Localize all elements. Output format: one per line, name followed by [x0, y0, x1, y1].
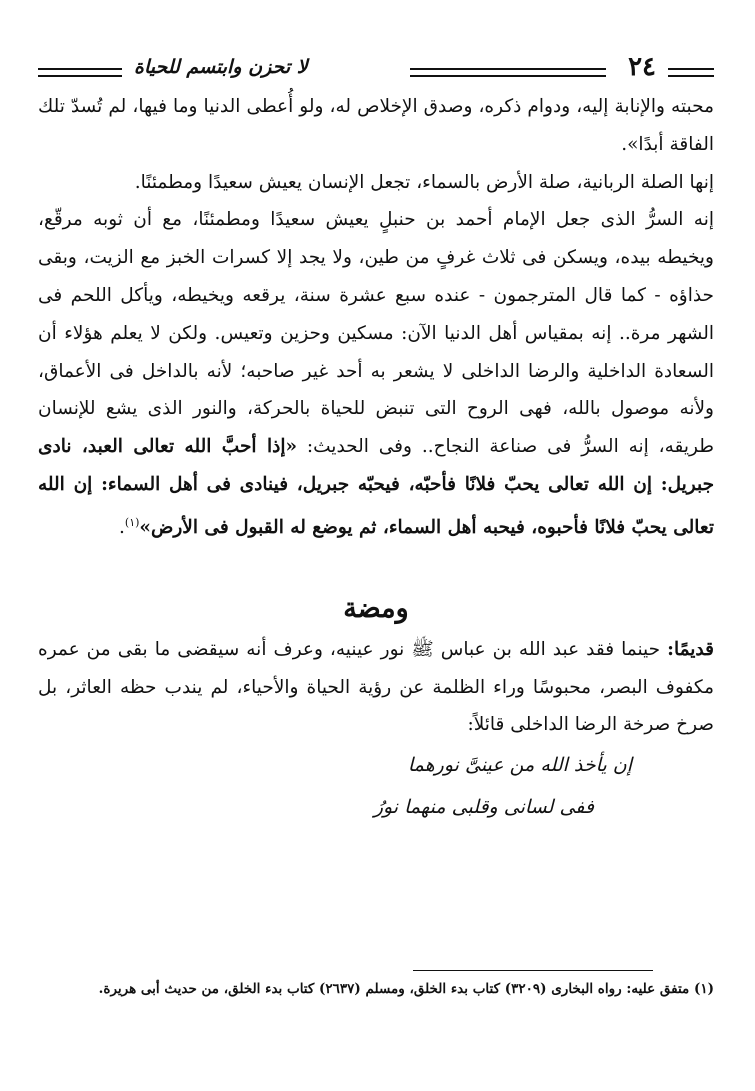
section-text: حينما فقد عبد الله بن عباس ﷺ نور عينيه، وعرف أنه سيقضى ما بقى من عمره مكفوف البصر، محبوسًا وراء الظلمة عن رؤية الحياة والأحياء، لم يندب حظه العاثر، بل صرخ صرخة الرضا الداخلى قائلاً:	[38, 638, 714, 736]
section-paragraph	[38, 631, 714, 744]
page-header	[38, 52, 714, 88]
header-rule-right	[668, 68, 714, 77]
paragraph-3: إنه السرُّ الذى جعل الإمام أحمد بن حنبلٍ يعيش سعيدًا ومطمئنًا، مع أن ثوبه مرقّع، ويخيطه بيده، ويسكن فى ثلاث غرفٍ من طين، ولا يجد إلا كسرات الخبز مع الزيت، وبقى حذاؤه - كما قال المترجمون - عنده سبع عشرة سنة، يرقعه ويخيطه، ويأكل اللحم فى الشهر مرة.. إنه بمقياس أهل الدنيا الآن: مسكين وحزين وتعيس. ولكن لا يعلم هؤلاء أن السعادة الداخلية والرضا الداخلى لا يشعر به أحد غير صاحبه؛ لأنه بالداخل فى الأعماق، ولأنه موصول بالله، فهى الروح التى تنبض للحياة بالحركة، والنور الذى يشع للإنسان طريقه، إنه السرُّ فى صناعة النجاح.. وفى الحديث: «إذا أحبَّ الله تعالى العبد، نادى جبريل: إن الله تعالى يحبّ فلانًا فأحبّه، فيحبّه جبريل، فينادى فى أهل السماء: إن الله تعالى يحبّ فلانًا فأحبوه، فيحبه أهل السماء، ثم يوضع له القبول فى الأرض»$^{(١)}$.	[38, 209, 714, 538]
hadith-quote: «إذا أحبَّ الله تعالى العبد، نادى جبريل: إن الله تعالى يحبّ فلانًا فأحبّه، فيحبّه جبريل، فينادى فى أهل السماء: إن الله تعالى يحبّ فلانًا فأحبوه، فيحبه أهل السماء، ثم يوضع له القبول فى الأرض»	[38, 436, 714, 538]
paragraph-1: محبته والإنابة إليه، ودوام ذكره، وصدق الإخلاص له، ولو أُعطى الدنيا وما فيها، لم تُسدّ تلك الفاقة أبدًا».	[38, 96, 714, 155]
poem-line-1: إن يأخذ الله من عينىَّ نورهما	[407, 754, 632, 777]
page-number: ٢٤	[628, 52, 656, 82]
poem-line-2: ففى لسانى وقلبى منهما نورُ	[373, 796, 594, 819]
footnote-marker: (١)	[124, 515, 140, 529]
section-title: ومضة	[343, 592, 409, 624]
header-rule-middle	[410, 68, 606, 77]
paragraph-2: إنها الصلة الربانية، صلة الأرض بالسماء، تجعل الإنسان يعيش سعيدًا ومطمئنًا.	[134, 171, 714, 193]
footnote-divider	[413, 970, 653, 971]
footnote: (١) متفق عليه: رواه البخارى (٣٢٠٩) كتاب بدء الخلق، ومسلم (٢٦٣٧) كتاب بدء الخلق، من حديث أبى هريرة.	[98, 981, 714, 997]
header-rule-left	[38, 68, 122, 77]
paragraph-3-text: إنه السرُّ الذى جعل الإمام أحمد بن حنبلٍ يعيش سعيدًا ومطمئنًا، مع أن ثوبه مرقّع، ويخيطه بيده، ويسكن فى ثلاث غرفٍ من طين، ولا يجد إلا كسرات الخبز مع الزيت، وبقى حذاؤه - كما قال المترجمون - عنده سبع عشرة سنة، يرقعه ويخيطه، ويأكل اللحم فى الشهر مرة.. إنه بمقياس أهل الدنيا الآن: مسكين وحزين وتعيس. ولكن لا يعلم هؤلاء أن السعادة الداخلية والرضا الداخلى لا يشعر به أحد غير صاحبه؛ لأنه بالداخل فى الأعماق، ولأنه موصول بالله، فهى الروح التى تنبض للحياة بالحركة، والنور الذى يشع للإنسان طريقه، إنه السرُّ فى صناعة النجاح.. وفى الحديث:	[38, 209, 714, 458]
section-lead: قديمًا:	[667, 638, 714, 660]
page-body	[38, 88, 714, 828]
book-title: لا تحزن وابتسم للحياة	[134, 56, 308, 78]
